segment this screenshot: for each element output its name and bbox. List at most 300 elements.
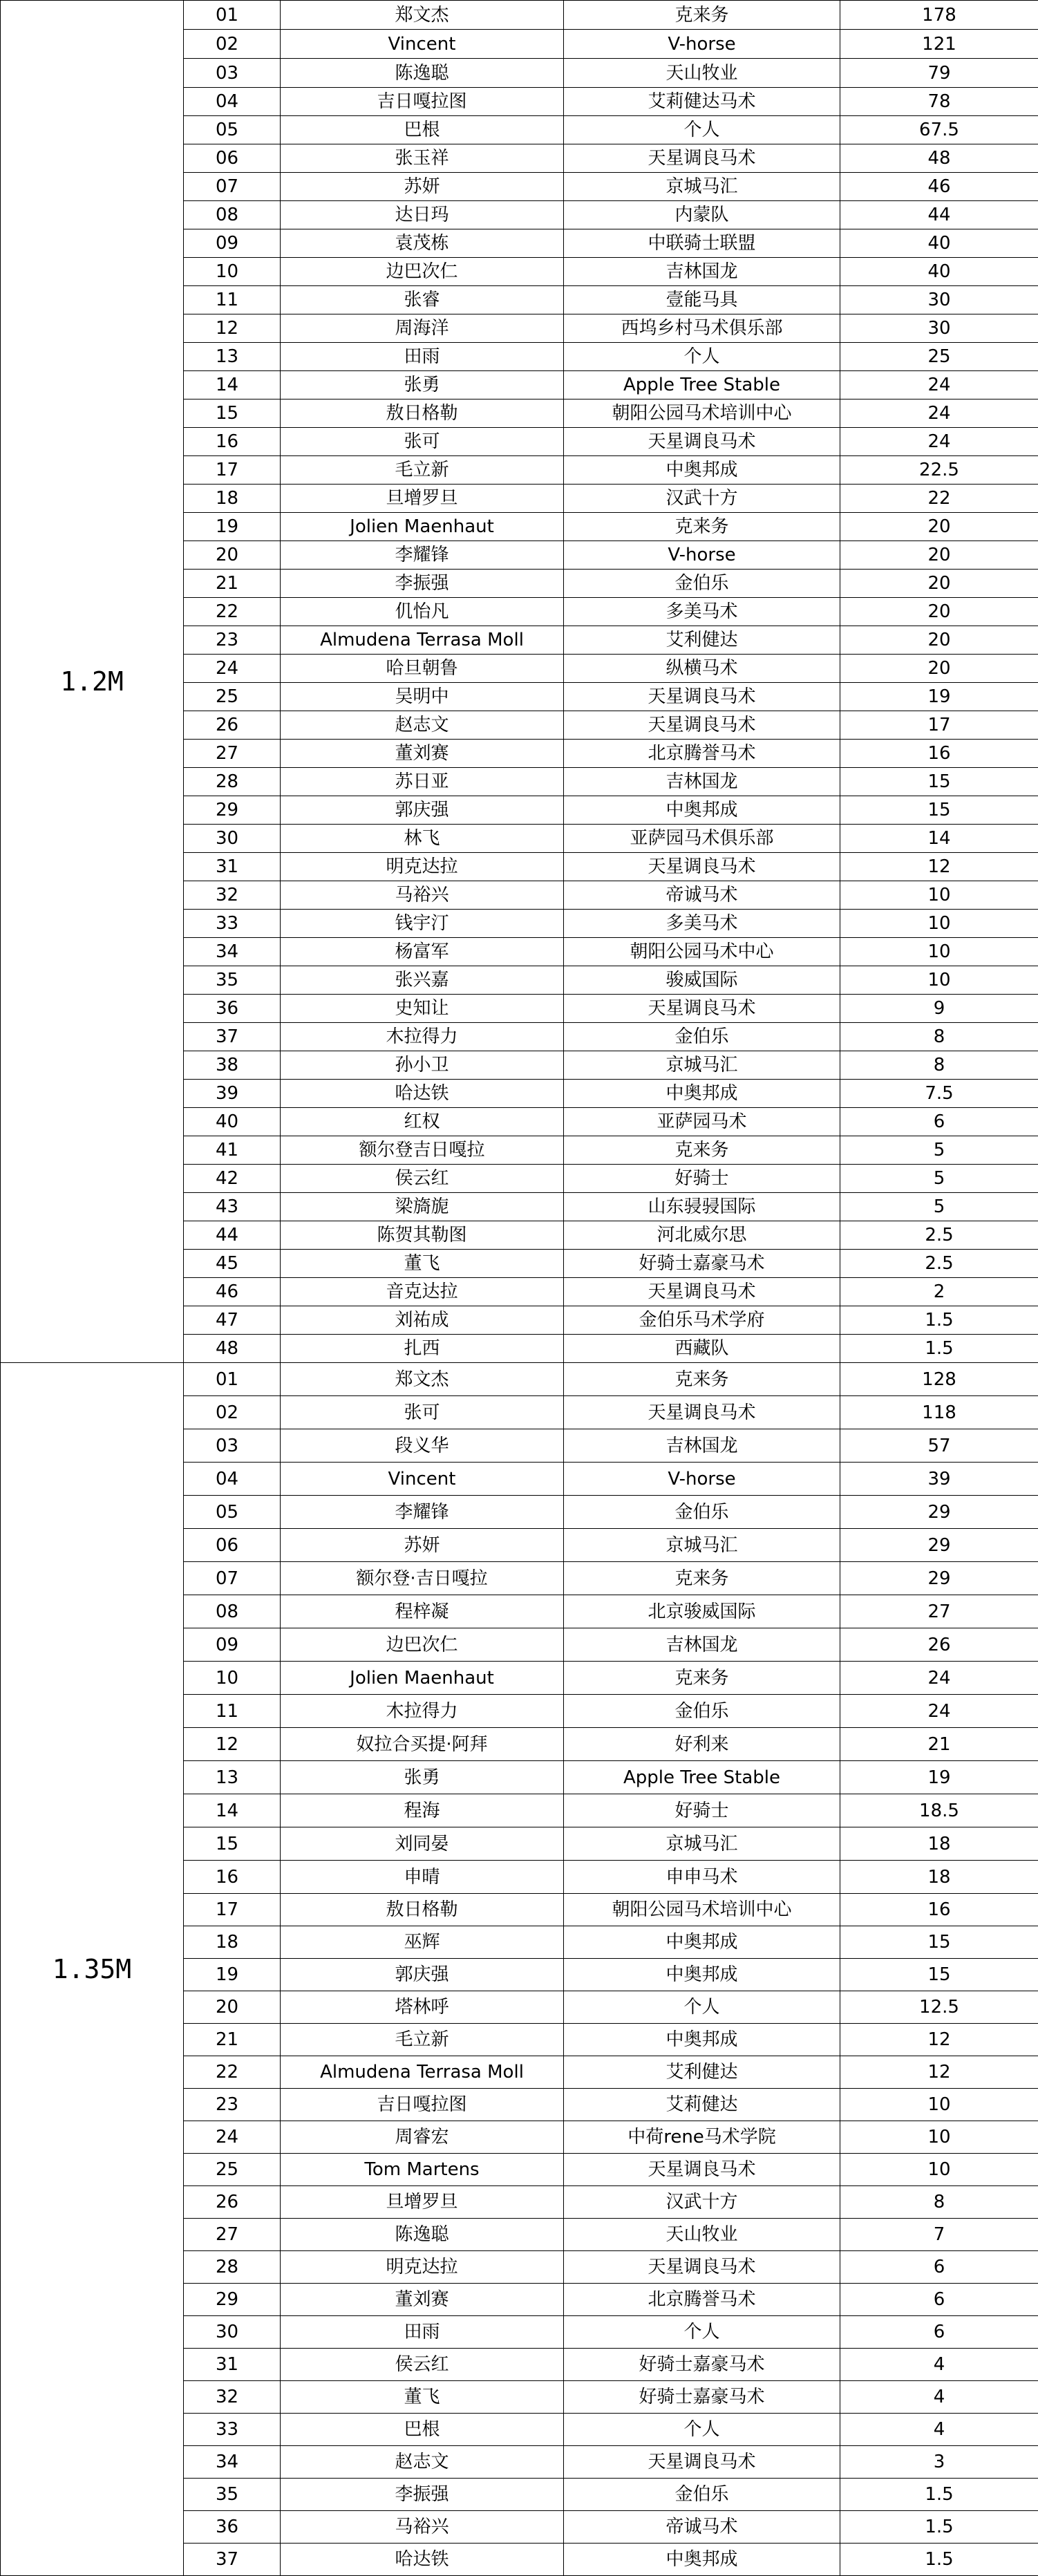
points-cell: 24 bbox=[840, 428, 1038, 456]
rider-name-cell: 红权 bbox=[281, 1108, 564, 1136]
points-cell: 15 bbox=[840, 768, 1038, 796]
rank-cell: 37 bbox=[184, 1023, 281, 1051]
rank-cell: 01 bbox=[184, 1, 281, 30]
points-cell: 10 bbox=[840, 881, 1038, 910]
rider-name-cell: 旦增罗旦 bbox=[281, 2186, 564, 2219]
rider-name-cell: 钱宇汀 bbox=[281, 910, 564, 938]
points-cell: 1.5 bbox=[840, 2511, 1038, 2544]
rank-cell: 42 bbox=[184, 1165, 281, 1193]
rank-cell: 29 bbox=[184, 796, 281, 825]
rider-name-cell: 郑文杰 bbox=[281, 1363, 564, 1396]
rank-cell: 32 bbox=[184, 881, 281, 910]
club-cell: 中奥邦成 bbox=[564, 796, 840, 825]
points-cell: 20 bbox=[840, 513, 1038, 541]
club-cell: 天星调良马术 bbox=[564, 428, 840, 456]
rider-name-cell: 林飞 bbox=[281, 825, 564, 853]
points-cell: 57 bbox=[840, 1429, 1038, 1463]
club-cell: 金伯乐 bbox=[564, 1023, 840, 1051]
points-cell: 30 bbox=[840, 314, 1038, 343]
rank-cell: 26 bbox=[184, 711, 281, 740]
points-cell: 18 bbox=[840, 1861, 1038, 1894]
rider-name-cell: 木拉得力 bbox=[281, 1695, 564, 1728]
rider-name-cell: 董飞 bbox=[281, 1250, 564, 1278]
rank-cell: 18 bbox=[184, 485, 281, 513]
club-cell: 中奥邦成 bbox=[564, 2544, 840, 2576]
points-cell: 5 bbox=[840, 1165, 1038, 1193]
rider-name-cell: 吉日嘎拉图 bbox=[281, 2089, 564, 2121]
rider-name-cell: 郭庆强 bbox=[281, 796, 564, 825]
club-cell: 天星调良马术 bbox=[564, 2251, 840, 2284]
club-cell: 天星调良马术 bbox=[564, 995, 840, 1023]
rider-name-cell: 苏妍 bbox=[281, 173, 564, 201]
rank-cell: 09 bbox=[184, 1628, 281, 1662]
rider-name-cell: Almudena Terrasa Moll bbox=[281, 626, 564, 655]
club-cell: 天山牧业 bbox=[564, 2219, 840, 2251]
rank-cell: 41 bbox=[184, 1136, 281, 1165]
rider-name-cell: 马裕兴 bbox=[281, 2511, 564, 2544]
points-cell: 5 bbox=[840, 1193, 1038, 1221]
points-cell: 20 bbox=[840, 541, 1038, 570]
club-cell: 多美马术 bbox=[564, 910, 840, 938]
rank-cell: 21 bbox=[184, 570, 281, 598]
points-cell: 24 bbox=[840, 1662, 1038, 1695]
points-cell: 9 bbox=[840, 995, 1038, 1023]
rank-cell: 31 bbox=[184, 853, 281, 881]
rank-cell: 20 bbox=[184, 541, 281, 570]
points-cell: 121 bbox=[840, 30, 1038, 59]
points-cell: 6 bbox=[840, 2316, 1038, 2349]
rank-cell: 45 bbox=[184, 1250, 281, 1278]
rank-cell: 04 bbox=[184, 1463, 281, 1496]
points-cell: 7.5 bbox=[840, 1080, 1038, 1108]
club-cell: 壹能马具 bbox=[564, 286, 840, 314]
rank-cell: 47 bbox=[184, 1306, 281, 1335]
rank-cell: 44 bbox=[184, 1221, 281, 1250]
club-cell: 艾莉健达 bbox=[564, 2089, 840, 2121]
rider-name-cell: 木拉得力 bbox=[281, 1023, 564, 1051]
rank-cell: 35 bbox=[184, 2479, 281, 2511]
rank-cell: 20 bbox=[184, 1991, 281, 2024]
rider-name-cell: 额尔登·吉日嘎拉 bbox=[281, 1562, 564, 1595]
club-cell: 西藏队 bbox=[564, 1335, 840, 1363]
rider-name-cell: 刘祐成 bbox=[281, 1306, 564, 1335]
club-cell: 吉林国龙 bbox=[564, 1429, 840, 1463]
rank-cell: 43 bbox=[184, 1193, 281, 1221]
rank-cell: 16 bbox=[184, 1861, 281, 1894]
club-cell: 好骑士嘉豪马术 bbox=[564, 2349, 840, 2381]
points-cell: 16 bbox=[840, 1894, 1038, 1926]
club-cell: 艾利健达 bbox=[564, 626, 840, 655]
rider-name-cell: 田雨 bbox=[281, 2316, 564, 2349]
group-label: 1.2M bbox=[1, 1, 184, 1363]
club-cell: 好利来 bbox=[564, 1728, 840, 1761]
rider-name-cell: 申晴 bbox=[281, 1861, 564, 1894]
rider-name-cell: 苏日亚 bbox=[281, 768, 564, 796]
points-cell: 14 bbox=[840, 825, 1038, 853]
rank-cell: 48 bbox=[184, 1335, 281, 1363]
points-cell: 12.5 bbox=[840, 1991, 1038, 2024]
points-cell: 20 bbox=[840, 626, 1038, 655]
rider-name-cell: 李振强 bbox=[281, 570, 564, 598]
points-cell: 128 bbox=[840, 1363, 1038, 1396]
rank-cell: 21 bbox=[184, 2024, 281, 2056]
club-cell: 申申马术 bbox=[564, 1861, 840, 1894]
points-cell: 10 bbox=[840, 2154, 1038, 2186]
points-cell: 17 bbox=[840, 711, 1038, 740]
club-cell: 克来务 bbox=[564, 1, 840, 30]
points-cell: 12 bbox=[840, 853, 1038, 881]
rider-name-cell: 敖日格勒 bbox=[281, 399, 564, 428]
club-cell: 西坞乡村马术俱乐部 bbox=[564, 314, 840, 343]
rider-name-cell: 张勇 bbox=[281, 1761, 564, 1794]
club-cell: 内蒙队 bbox=[564, 201, 840, 229]
rank-cell: 30 bbox=[184, 825, 281, 853]
club-cell: 克来务 bbox=[564, 1562, 840, 1595]
club-cell: 京城马汇 bbox=[564, 173, 840, 201]
standings-table-body bbox=[1, 1, 1038, 2576]
club-cell: 金伯乐 bbox=[564, 1695, 840, 1728]
rider-name-cell: 哈达铁 bbox=[281, 2544, 564, 2576]
club-cell: 中奥邦成 bbox=[564, 1080, 840, 1108]
rider-name-cell: 董刘赛 bbox=[281, 2284, 564, 2316]
points-cell: 8 bbox=[840, 1023, 1038, 1051]
rank-cell: 23 bbox=[184, 2089, 281, 2121]
club-cell: 京城马汇 bbox=[564, 1529, 840, 1562]
rider-name-cell: 张勇 bbox=[281, 371, 564, 399]
club-cell: 天星调良马术 bbox=[564, 711, 840, 740]
points-cell: 1.5 bbox=[840, 1335, 1038, 1363]
club-cell: 天星调良马术 bbox=[564, 853, 840, 881]
points-cell: 10 bbox=[840, 2121, 1038, 2154]
rider-name-cell: 扎西 bbox=[281, 1335, 564, 1363]
rider-name-cell: 巫辉 bbox=[281, 1926, 564, 1959]
club-cell: 艾莉健达马术 bbox=[564, 88, 840, 116]
club-cell: 京城马汇 bbox=[564, 1827, 840, 1861]
club-cell: 亚萨园马术俱乐部 bbox=[564, 825, 840, 853]
rider-name-cell: 侯云红 bbox=[281, 2349, 564, 2381]
rank-cell: 08 bbox=[184, 201, 281, 229]
rider-name-cell: 李振强 bbox=[281, 2479, 564, 2511]
rank-cell: 15 bbox=[184, 399, 281, 428]
club-cell: 艾利健达 bbox=[564, 2056, 840, 2089]
rider-name-cell: 赵志文 bbox=[281, 2446, 564, 2479]
club-cell: 北京腾誉马术 bbox=[564, 2284, 840, 2316]
club-cell: 汉武十方 bbox=[564, 485, 840, 513]
points-cell: 10 bbox=[840, 2089, 1038, 2121]
club-cell: 天星调良马术 bbox=[564, 1278, 840, 1306]
points-cell: 8 bbox=[840, 2186, 1038, 2219]
rider-name-cell: 郭庆强 bbox=[281, 1959, 564, 1991]
rider-name-cell: 程梓凝 bbox=[281, 1595, 564, 1628]
club-cell: 克来务 bbox=[564, 513, 840, 541]
points-cell: 46 bbox=[840, 173, 1038, 201]
points-cell: 7 bbox=[840, 2219, 1038, 2251]
rank-cell: 26 bbox=[184, 2186, 281, 2219]
club-cell: 克来务 bbox=[564, 1662, 840, 1695]
points-cell: 24 bbox=[840, 1695, 1038, 1728]
points-cell: 48 bbox=[840, 144, 1038, 173]
rider-name-cell: 周睿宏 bbox=[281, 2121, 564, 2154]
points-cell: 26 bbox=[840, 1628, 1038, 1662]
rider-name-cell: 张玉祥 bbox=[281, 144, 564, 173]
points-cell: 15 bbox=[840, 1926, 1038, 1959]
club-cell: V-horse bbox=[564, 1463, 840, 1496]
club-cell: 金伯乐 bbox=[564, 570, 840, 598]
club-cell: 北京腾誉马术 bbox=[564, 740, 840, 768]
points-cell: 27 bbox=[840, 1595, 1038, 1628]
rider-name-cell: 苏妍 bbox=[281, 1529, 564, 1562]
club-cell: 个人 bbox=[564, 1991, 840, 2024]
points-cell: 18.5 bbox=[840, 1794, 1038, 1827]
points-cell: 67.5 bbox=[840, 116, 1038, 144]
rank-cell: 29 bbox=[184, 2284, 281, 2316]
rank-cell: 09 bbox=[184, 229, 281, 258]
rider-name-cell: 杨富军 bbox=[281, 938, 564, 966]
rider-name-cell: 边巴次仁 bbox=[281, 1628, 564, 1662]
rank-cell: 22 bbox=[184, 2056, 281, 2089]
club-cell: 中奥邦成 bbox=[564, 1959, 840, 1991]
rider-name-cell: 敖日格勒 bbox=[281, 1894, 564, 1926]
club-cell: V-horse bbox=[564, 541, 840, 570]
rank-cell: 36 bbox=[184, 995, 281, 1023]
rider-name-cell: 陈贺其勒图 bbox=[281, 1221, 564, 1250]
rank-cell: 16 bbox=[184, 428, 281, 456]
rank-cell: 18 bbox=[184, 1926, 281, 1959]
points-cell: 6 bbox=[840, 2251, 1038, 2284]
points-cell: 1.5 bbox=[840, 2544, 1038, 2576]
points-cell: 79 bbox=[840, 59, 1038, 88]
rank-cell: 04 bbox=[184, 88, 281, 116]
rider-name-cell: 奴拉合买提·阿拜 bbox=[281, 1728, 564, 1761]
points-cell: 12 bbox=[840, 2024, 1038, 2056]
rank-cell: 28 bbox=[184, 2251, 281, 2284]
club-cell: 金伯乐 bbox=[564, 1496, 840, 1529]
points-cell: 20 bbox=[840, 598, 1038, 626]
rank-cell: 32 bbox=[184, 2381, 281, 2414]
club-cell: V-horse bbox=[564, 30, 840, 59]
points-cell: 10 bbox=[840, 966, 1038, 995]
rider-name-cell: 赵志文 bbox=[281, 711, 564, 740]
points-cell: 2.5 bbox=[840, 1250, 1038, 1278]
rider-name-cell: Vincent bbox=[281, 30, 564, 59]
points-cell: 2.5 bbox=[840, 1221, 1038, 1250]
rider-name-cell: 董飞 bbox=[281, 2381, 564, 2414]
rider-name-cell: 程海 bbox=[281, 1794, 564, 1827]
club-cell: 好骑士 bbox=[564, 1165, 840, 1193]
rank-cell: 17 bbox=[184, 456, 281, 485]
rank-cell: 05 bbox=[184, 116, 281, 144]
club-cell: 山东骎骎国际 bbox=[564, 1193, 840, 1221]
rank-cell: 46 bbox=[184, 1278, 281, 1306]
club-cell: 好骑士 bbox=[564, 1794, 840, 1827]
rank-cell: 06 bbox=[184, 144, 281, 173]
rider-name-cell: Almudena Terrasa Moll bbox=[281, 2056, 564, 2089]
rank-cell: 14 bbox=[184, 371, 281, 399]
points-cell: 19 bbox=[840, 683, 1038, 711]
points-cell: 29 bbox=[840, 1496, 1038, 1529]
points-cell: 2 bbox=[840, 1278, 1038, 1306]
rider-name-cell: 董刘赛 bbox=[281, 740, 564, 768]
rider-name-cell: 毛立新 bbox=[281, 456, 564, 485]
rank-cell: 07 bbox=[184, 1562, 281, 1595]
rider-name-cell: 仉怡凡 bbox=[281, 598, 564, 626]
rank-cell: 40 bbox=[184, 1108, 281, 1136]
points-cell: 15 bbox=[840, 1959, 1038, 1991]
points-cell: 4 bbox=[840, 2414, 1038, 2446]
points-cell: 29 bbox=[840, 1562, 1038, 1595]
table-row bbox=[1, 1363, 1038, 1396]
rider-name-cell: Tom Martens bbox=[281, 2154, 564, 2186]
rank-cell: 30 bbox=[184, 2316, 281, 2349]
points-cell: 8 bbox=[840, 1051, 1038, 1080]
rank-cell: 15 bbox=[184, 1827, 281, 1861]
rider-name-cell: 吉日嘎拉图 bbox=[281, 88, 564, 116]
club-cell: 金伯乐 bbox=[564, 2479, 840, 2511]
club-cell: 金伯乐马术学府 bbox=[564, 1306, 840, 1335]
rider-name-cell: 哈旦朝鲁 bbox=[281, 655, 564, 683]
rank-cell: 13 bbox=[184, 343, 281, 371]
rank-cell: 34 bbox=[184, 938, 281, 966]
points-cell: 15 bbox=[840, 796, 1038, 825]
rider-name-cell: 张睿 bbox=[281, 286, 564, 314]
rank-cell: 12 bbox=[184, 314, 281, 343]
club-cell: 天星调良马术 bbox=[564, 2154, 840, 2186]
club-cell: 纵横马术 bbox=[564, 655, 840, 683]
rank-cell: 11 bbox=[184, 286, 281, 314]
points-cell: 22 bbox=[840, 485, 1038, 513]
rank-cell: 34 bbox=[184, 2446, 281, 2479]
club-cell: 多美马术 bbox=[564, 598, 840, 626]
rider-name-cell: 音克达拉 bbox=[281, 1278, 564, 1306]
points-cell: 1.5 bbox=[840, 1306, 1038, 1335]
rider-name-cell: 段义华 bbox=[281, 1429, 564, 1463]
club-cell: 个人 bbox=[564, 343, 840, 371]
points-cell: 78 bbox=[840, 88, 1038, 116]
club-cell: 好骑士嘉豪马术 bbox=[564, 2381, 840, 2414]
club-cell: 个人 bbox=[564, 2414, 840, 2446]
rider-name-cell: 张可 bbox=[281, 1396, 564, 1429]
club-cell: 天星调良马术 bbox=[564, 1396, 840, 1429]
rank-cell: 10 bbox=[184, 258, 281, 286]
points-cell: 5 bbox=[840, 1136, 1038, 1165]
club-cell: 吉林国龙 bbox=[564, 1628, 840, 1662]
points-cell: 40 bbox=[840, 258, 1038, 286]
rider-name-cell: 毛立新 bbox=[281, 2024, 564, 2056]
rank-cell: 05 bbox=[184, 1496, 281, 1529]
rider-name-cell: Vincent bbox=[281, 1463, 564, 1496]
points-cell: 20 bbox=[840, 655, 1038, 683]
points-cell: 24 bbox=[840, 399, 1038, 428]
rank-cell: 39 bbox=[184, 1080, 281, 1108]
points-cell: 21 bbox=[840, 1728, 1038, 1761]
rank-cell: 03 bbox=[184, 59, 281, 88]
club-cell: 中联骑士联盟 bbox=[564, 229, 840, 258]
rider-name-cell: 张兴嘉 bbox=[281, 966, 564, 995]
rider-name-cell: Jolien Maenhaut bbox=[281, 513, 564, 541]
club-cell: 个人 bbox=[564, 2316, 840, 2349]
rider-name-cell: 田雨 bbox=[281, 343, 564, 371]
points-cell: 22.5 bbox=[840, 456, 1038, 485]
club-cell: 中荷rene马术学院 bbox=[564, 2121, 840, 2154]
club-cell: 克来务 bbox=[564, 1136, 840, 1165]
rider-name-cell: 巴根 bbox=[281, 116, 564, 144]
rider-name-cell: 史知让 bbox=[281, 995, 564, 1023]
rider-name-cell: 哈达铁 bbox=[281, 1080, 564, 1108]
rider-name-cell: 明克达拉 bbox=[281, 853, 564, 881]
club-cell: 天星调良马术 bbox=[564, 2446, 840, 2479]
club-cell: 朝阳公园马术培训中心 bbox=[564, 399, 840, 428]
rider-name-cell: 达日玛 bbox=[281, 201, 564, 229]
points-cell: 10 bbox=[840, 938, 1038, 966]
club-cell: 中奥邦成 bbox=[564, 2024, 840, 2056]
rider-name-cell: 李耀锋 bbox=[281, 1496, 564, 1529]
rank-cell: 35 bbox=[184, 966, 281, 995]
points-cell: 12 bbox=[840, 2056, 1038, 2089]
rider-name-cell: 马裕兴 bbox=[281, 881, 564, 910]
points-cell: 4 bbox=[840, 2349, 1038, 2381]
club-cell: 天星调良马术 bbox=[564, 683, 840, 711]
club-cell: 北京骏威国际 bbox=[564, 1595, 840, 1628]
club-cell: 帝诚马术 bbox=[564, 881, 840, 910]
group-label: 1.35M bbox=[1, 1363, 184, 2576]
points-cell: 16 bbox=[840, 740, 1038, 768]
rider-name-cell: 李耀锋 bbox=[281, 541, 564, 570]
points-cell: 3 bbox=[840, 2446, 1038, 2479]
rank-cell: 06 bbox=[184, 1529, 281, 1562]
club-cell: 好骑士嘉豪马术 bbox=[564, 1250, 840, 1278]
rider-name-cell: 吴明中 bbox=[281, 683, 564, 711]
rider-name-cell: 陈逸聪 bbox=[281, 2219, 564, 2251]
rank-cell: 10 bbox=[184, 1662, 281, 1695]
club-cell: 朝阳公园马术中心 bbox=[564, 938, 840, 966]
rider-name-cell: 郑文杰 bbox=[281, 1, 564, 30]
points-cell: 1.5 bbox=[840, 2479, 1038, 2511]
rank-cell: 17 bbox=[184, 1894, 281, 1926]
points-cell: 19 bbox=[840, 1761, 1038, 1794]
rider-name-cell: 周海洋 bbox=[281, 314, 564, 343]
points-cell: 178 bbox=[840, 1, 1038, 30]
club-cell: 河北威尔思 bbox=[564, 1221, 840, 1250]
rank-cell: 24 bbox=[184, 655, 281, 683]
points-cell: 25 bbox=[840, 343, 1038, 371]
rank-cell: 02 bbox=[184, 1396, 281, 1429]
points-cell: 39 bbox=[840, 1463, 1038, 1496]
rank-cell: 37 bbox=[184, 2544, 281, 2576]
rider-name-cell: 边巴次仁 bbox=[281, 258, 564, 286]
club-cell: 克来务 bbox=[564, 1363, 840, 1396]
club-cell: 中奥邦成 bbox=[564, 1926, 840, 1959]
points-cell: 118 bbox=[840, 1396, 1038, 1429]
points-cell: 40 bbox=[840, 229, 1038, 258]
club-cell: 亚萨园马术 bbox=[564, 1108, 840, 1136]
rank-cell: 11 bbox=[184, 1695, 281, 1728]
rank-cell: 36 bbox=[184, 2511, 281, 2544]
points-cell: 18 bbox=[840, 1827, 1038, 1861]
rank-cell: 01 bbox=[184, 1363, 281, 1396]
points-cell: 24 bbox=[840, 371, 1038, 399]
rank-cell: 28 bbox=[184, 768, 281, 796]
points-cell: 6 bbox=[840, 2284, 1038, 2316]
rank-cell: 19 bbox=[184, 513, 281, 541]
club-cell: 汉武十方 bbox=[564, 2186, 840, 2219]
rank-cell: 27 bbox=[184, 2219, 281, 2251]
rider-name-cell: 梁旖旎 bbox=[281, 1193, 564, 1221]
points-cell: 6 bbox=[840, 1108, 1038, 1136]
rank-cell: 07 bbox=[184, 173, 281, 201]
club-cell: Apple Tree Stable bbox=[564, 371, 840, 399]
rider-name-cell: 塔林呼 bbox=[281, 1991, 564, 2024]
points-cell: 29 bbox=[840, 1529, 1038, 1562]
